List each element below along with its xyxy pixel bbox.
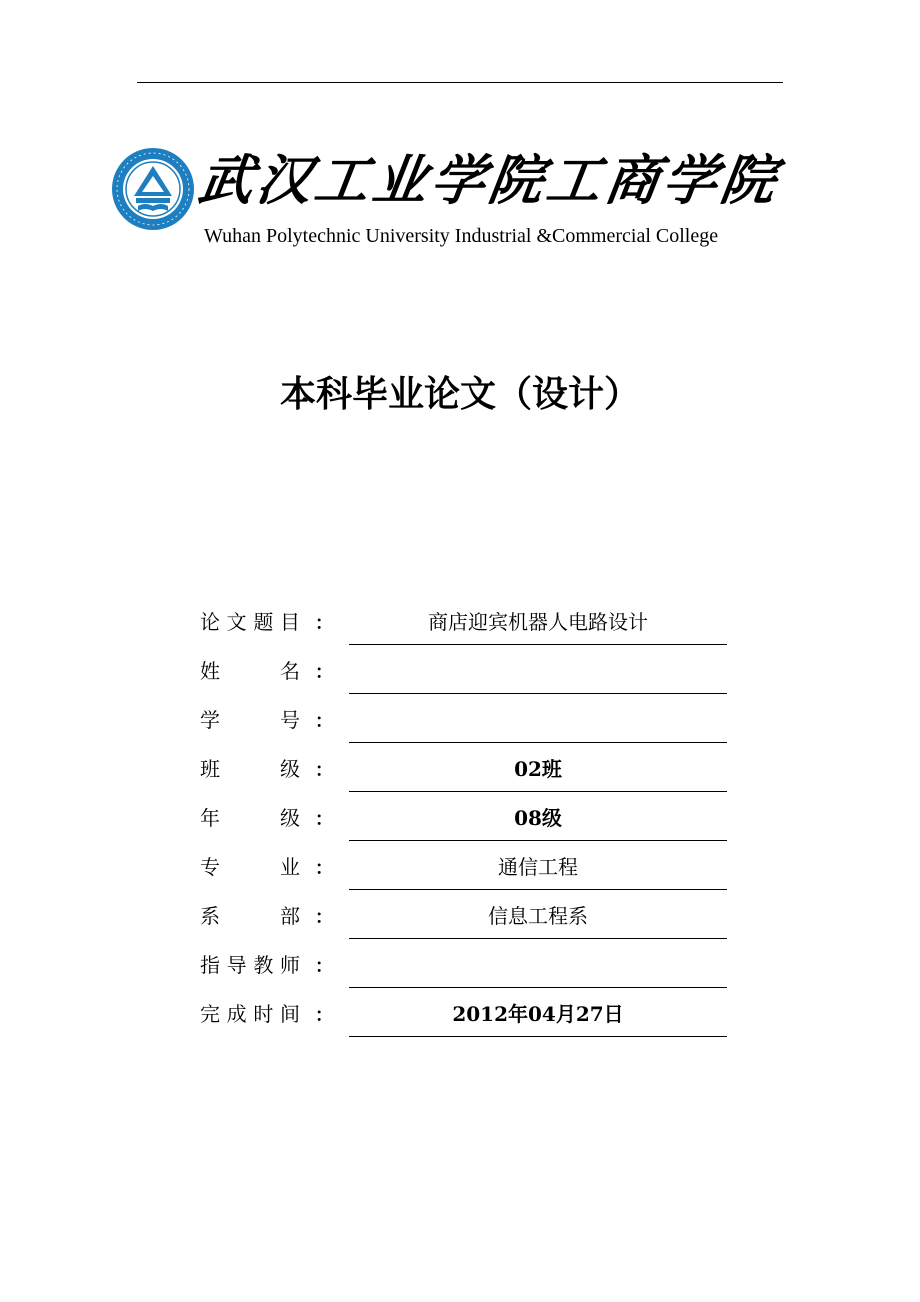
form-field-completion-date: 2012年04月27日 — [349, 998, 727, 1037]
form-label-student-id: 学 号 — [200, 708, 300, 732]
form-label-advisor: 指 导 教 师 — [200, 953, 300, 977]
form-label-class: 班 级 — [200, 757, 300, 781]
form-colon: ： — [315, 613, 333, 634]
form-row-class — [200, 747, 730, 796]
header-rule — [137, 82, 783, 83]
form-row-title — [200, 600, 730, 649]
form-label-major: 专 业 — [200, 855, 300, 879]
form-row-completion-date — [200, 992, 730, 1041]
form-row-name — [200, 649, 730, 698]
form-row-advisor — [200, 943, 730, 992]
form-field-student-id — [349, 704, 727, 743]
document-title: 本科毕业论文（设计） — [279, 374, 640, 415]
form-row-major — [200, 845, 730, 894]
form-field-grade: 08级 — [349, 802, 727, 841]
form-field-title: 商店迎宾机器人电路设计 — [349, 606, 727, 645]
college-name-cn: 武汉工业学院工商学院 — [194, 148, 784, 212]
form-field-major: 通信工程 — [349, 851, 727, 890]
form-colon: ： — [315, 956, 333, 977]
form-field-advisor — [349, 949, 727, 988]
college-seal-icon — [110, 146, 196, 232]
form-colon: ： — [315, 907, 333, 928]
college-header — [110, 146, 790, 236]
form-colon: ： — [315, 858, 333, 879]
form-field-class: 02班 — [349, 753, 727, 792]
form-label-grade: 年 级 — [200, 806, 300, 830]
form-colon: ： — [315, 711, 333, 732]
form-label-title: 论 文 题 目 — [200, 610, 300, 634]
cover-form — [200, 600, 730, 1041]
college-name-en: Wuhan Polytechnic University Industrial &Commercial College — [204, 225, 719, 247]
form-field-department: 信息工程系 — [349, 900, 727, 939]
form-label-department: 系 部 — [200, 904, 300, 928]
form-row-student-id — [200, 698, 730, 747]
form-field-name — [349, 655, 727, 694]
form-colon: ： — [315, 662, 333, 683]
form-colon: ： — [315, 809, 333, 830]
form-label-completion-date: 完 成 时 间 — [200, 1002, 300, 1026]
form-row-grade — [200, 796, 730, 845]
form-colon: ： — [315, 760, 333, 781]
form-colon: ： — [315, 1005, 333, 1026]
form-label-name: 姓 名 — [200, 659, 300, 683]
form-row-department — [200, 894, 730, 943]
